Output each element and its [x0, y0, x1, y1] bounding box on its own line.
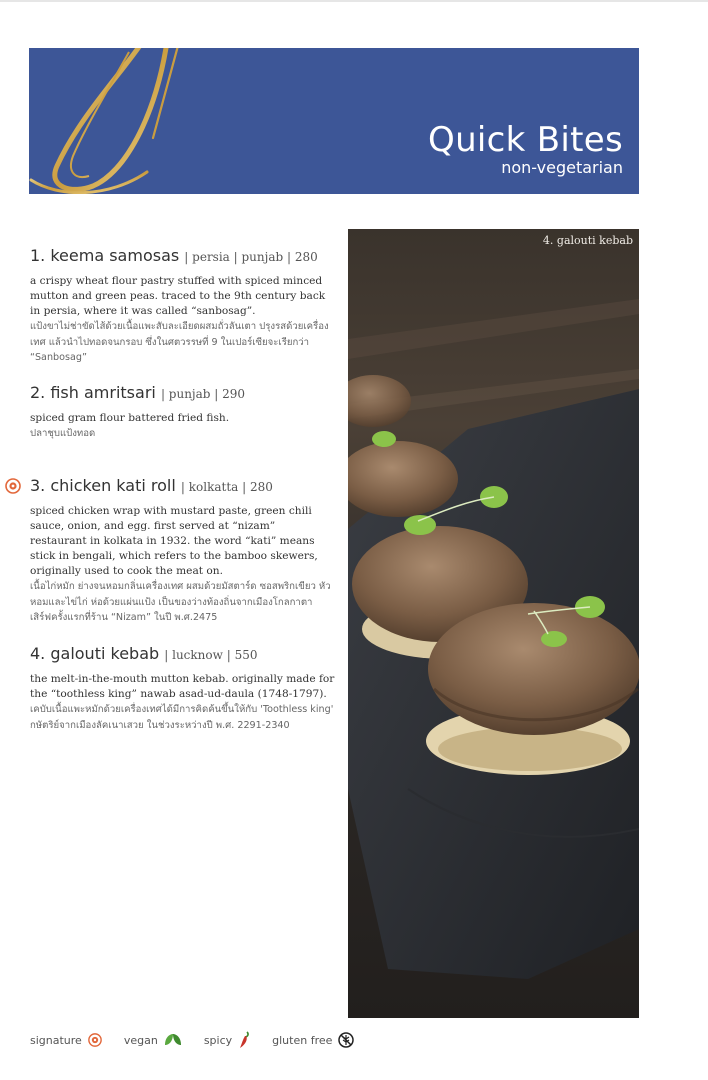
section-banner [29, 48, 639, 194]
legend-signature [30, 1033, 102, 1047]
item-heading [30, 643, 335, 666]
menu-item [30, 643, 335, 733]
menu-item [30, 382, 335, 442]
photo-caption: 4. galouti kebab [542, 234, 633, 247]
signature-icon [5, 478, 21, 494]
legend-label: signature [30, 1033, 82, 1047]
item-heading [30, 245, 335, 268]
item-heading [30, 382, 335, 405]
item-heading [30, 475, 335, 498]
item-description: a crispy wheat flour pastry stuffed with spiced minced mutton and green peas. traced to the 9th century back in persia, where it was called “sanbosag”. [30, 275, 326, 317]
page-title: Quick Bites [428, 120, 623, 160]
item-meta: | punjab | 290 [160, 387, 246, 401]
item-description-thai: แป้งขาไม่ช่าขัดไส้ด้วยเนื้อแพะสับละเอียดผสมถั่วลันเตา ปรุงรสด้วยเครื่องเทศ แล้วนำไปทอดจนกรอบ ซึ่งในศตวรรษที่ 9 ในเปอร์เซียจะเรียกว่า “Sanbosag” [30, 321, 329, 363]
top-divider [0, 0, 708, 2]
legend-spicy [204, 1031, 250, 1049]
item-description: spiced chicken wrap with mustard paste, green chili sauce, onion, and egg. first served at “nizam” restaurant in kolkata in 1932. the word “kati” means stick in bengali, which refers to the bamboo skewers, originally used to cook the meat on. [30, 505, 318, 577]
item-description-thai: เนื้อไก่หมัก ย่างจนหอมกลิ่นเครื่องเทศ ผสมด้วยมัสตาร์ด ซอสพริกเขียว หัวหอมและไข่ไก่ ห่อด้วยแผ่นแป้ง เป็นของว่างท้องถิ่นจากเมืองโกลกาตา เสิร์ฟครั้งแรกที่ร้าน “Nizam” ในปี พ.ศ.2475 [30, 581, 331, 623]
item-description: spiced gram flour battered fried fish. [30, 412, 230, 424]
item-name: 4. galouti kebab [30, 644, 160, 663]
dietary-legend [30, 1030, 376, 1050]
legend-label: gluten free [272, 1033, 333, 1047]
menu-item [30, 245, 335, 366]
dish-photo [348, 229, 639, 1018]
chili-icon [238, 1031, 250, 1049]
item-description-thai: ปลาชุบแป้งทอด [30, 428, 96, 439]
item-meta: | persia | punjab | 280 [184, 250, 318, 264]
item-description-thai: เคบับเนื้อแพะหมักด้วยเครื่องเทศได้มีการคิดค้นขึ้นให้กับ 'Toothless king' กษัตริย์จากเมืองลัคเนาเสวย ในช่วงระหว่างปี พ.ศ. 2291-2340 [30, 704, 334, 731]
item-name: 3. chicken kati roll [30, 476, 176, 495]
legend-label: spicy [203, 1033, 233, 1047]
gluten-free-icon [338, 1032, 354, 1048]
page-subtitle: non-vegetarian [501, 158, 623, 177]
item-description: the melt-in-the-mouth mutton kebab. originally made for the “toothless king” nawab asad-ud-daula (1748-1797). [30, 673, 335, 700]
item-meta: | lucknow | 550 [164, 648, 258, 662]
item-name: 1. keema samosas [30, 246, 180, 265]
gold-swash-logo [29, 48, 229, 194]
kebab-illustration [348, 229, 639, 1018]
legend-gluten-free [272, 1032, 354, 1048]
legend-label: vegan [123, 1033, 158, 1047]
leaf-icon [164, 1033, 182, 1047]
item-name: 2. fish amritsari [30, 383, 156, 402]
menu-item [30, 475, 335, 626]
signature-icon [88, 1033, 102, 1047]
item-meta: | kolkatta | 280 [180, 480, 273, 494]
legend-vegan [124, 1033, 182, 1047]
